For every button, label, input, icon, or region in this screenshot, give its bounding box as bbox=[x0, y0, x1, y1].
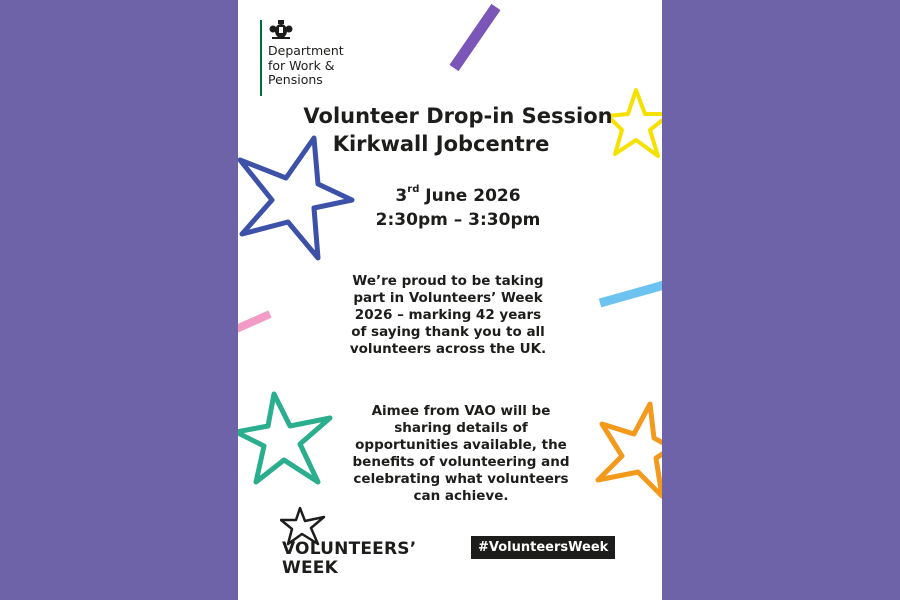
purple-stripe bbox=[442, 2, 502, 74]
intro-paragraph: We’re proud to be taking part in Volunteers’ Week 2026 – marking 42 years of saying thank you to all volunteers across the UK. bbox=[349, 273, 547, 357]
dwp-logo bbox=[260, 18, 380, 98]
logo-rule bbox=[260, 20, 262, 96]
date-day: 3 bbox=[395, 186, 408, 206]
event-poster bbox=[238, 0, 662, 600]
event-title: Volunteer Drop-in Session bbox=[303, 104, 613, 128]
details-paragraph: Aimee from VAO will be sharing details of opportunities available, the benefits of volunteering and celebrating what volunteers can achieve. bbox=[352, 403, 570, 504]
date-month-year: June 2026 bbox=[419, 186, 521, 206]
department-name: Department for Work & Pensions bbox=[268, 43, 344, 87]
pink-stripe bbox=[238, 304, 274, 338]
orange-star-icon bbox=[592, 398, 662, 502]
volunteers-week-wordmark: VOLUNTEERS’ WEEK bbox=[282, 539, 417, 578]
event-date bbox=[358, 186, 558, 206]
light-blue-stripe bbox=[598, 275, 662, 309]
royal-crest-icon bbox=[268, 18, 294, 40]
green-star-icon bbox=[238, 390, 334, 490]
event-location: Kirkwall Jobcentre bbox=[332, 132, 550, 156]
event-time: 2:30pm – 3:30pm bbox=[375, 210, 541, 230]
date-suffix: rd bbox=[407, 184, 420, 196]
hashtag-badge: #VolunteersWeek bbox=[471, 536, 615, 559]
volunteers-week-logo bbox=[280, 506, 460, 581]
